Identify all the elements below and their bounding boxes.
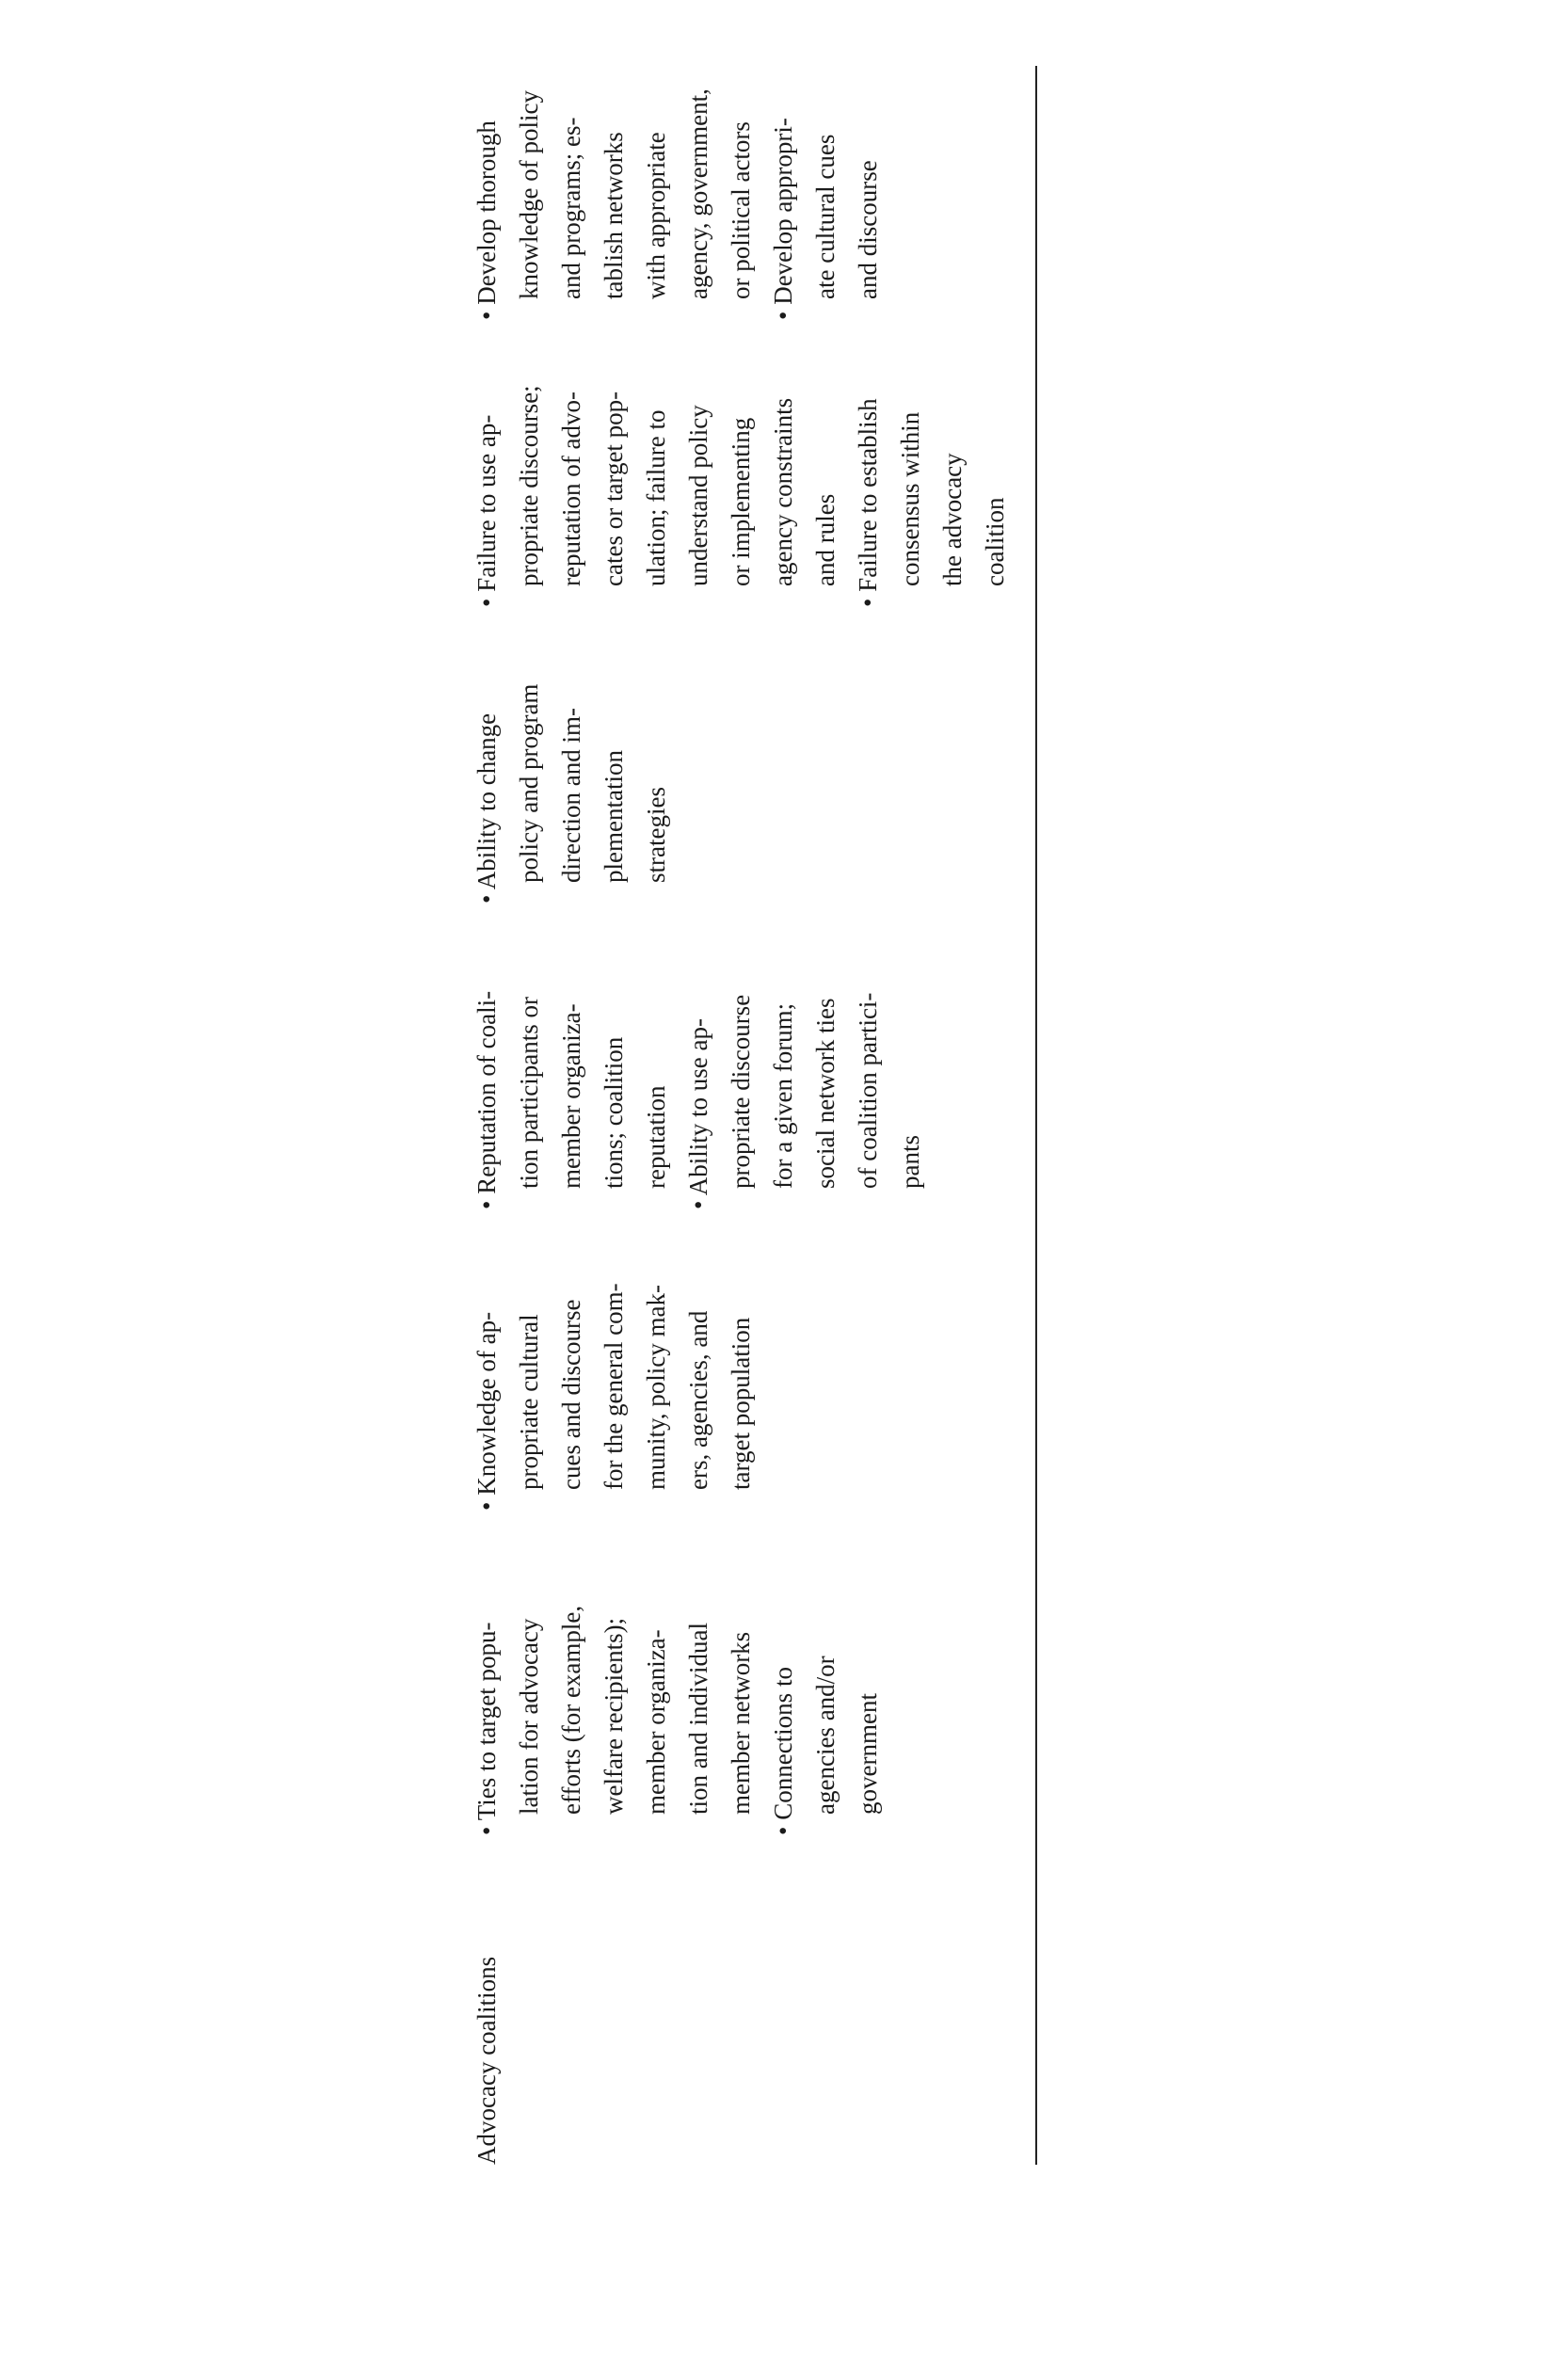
cell-line: munity, policy mak-: [642, 1285, 670, 1490]
cell-line: • Connections to: [769, 1667, 797, 1835]
cell-line: • Develop thorough: [472, 120, 501, 320]
cell-line: understand policy: [684, 405, 712, 586]
cell-line: pants: [896, 1135, 924, 1189]
cell-line: or implementing: [727, 417, 755, 586]
cell-col6: [466, 88, 889, 320]
cell-line: coalition: [981, 497, 1009, 586]
cell-line: • Develop appropri-: [769, 118, 797, 320]
cell-line: • Failure to use ap-: [472, 414, 501, 607]
cell-col2: [466, 1283, 762, 1511]
cell-line: agency constraints: [769, 397, 797, 586]
cell-line: or political actors: [727, 121, 755, 299]
cell-line: for a given forum;: [769, 1002, 797, 1189]
cell-line: with appropriate: [642, 132, 670, 299]
cell-line: consensus within: [896, 411, 924, 586]
cell-line: social network ties: [811, 998, 840, 1189]
cell-line: cates or target pop-: [600, 391, 628, 586]
category-label: Advocacy coalitions: [472, 1956, 501, 2165]
cell-line: • Ability to use ap-: [684, 1018, 712, 1209]
cell-line: and discourse: [854, 160, 882, 299]
rotated-table: [466, 66, 1049, 2165]
cell-line: member organiza-: [642, 1629, 670, 1815]
cell-line: plementation: [600, 750, 628, 883]
cell-line: tablish networks: [600, 132, 628, 299]
cell-line: and rules: [811, 493, 840, 586]
cell-line: tion and individual: [684, 1623, 712, 1815]
cell-line: tions; coalition: [600, 1036, 628, 1189]
cell-line: the advocacy: [938, 453, 967, 586]
cell-line: strategies: [642, 787, 670, 883]
cell-line: of coalition partici-: [854, 992, 882, 1189]
cell-line: reputation of advo-: [557, 392, 585, 586]
cell-line: • Failure to establish: [854, 398, 882, 607]
cell-line: • Ability to change: [472, 712, 501, 904]
cell-col4: [466, 684, 678, 904]
cell-line: efforts (for example,: [557, 1605, 585, 1815]
cell-line: target population: [727, 1317, 755, 1490]
cell-line: government: [854, 1693, 882, 1815]
cell-line: ate cultural cues: [811, 134, 840, 299]
cell-line: member networks: [727, 1631, 755, 1815]
cell-line: • Ties to target popu-: [472, 1622, 501, 1835]
cell-line: for the general com-: [600, 1283, 628, 1490]
cell-line: welfare recipients);: [600, 1617, 628, 1815]
cell-col5: [466, 385, 1016, 607]
cell-line: and programs; es-: [557, 117, 585, 299]
cell-line: cues and discourse: [557, 1299, 585, 1490]
cell-line: direction and im-: [557, 708, 585, 883]
cell-line: agency, government,: [684, 88, 712, 299]
cell-line: ulation; failure to: [642, 409, 670, 586]
cell-line: ers, agencies, and: [684, 1310, 712, 1490]
cell-line: lation for advocacy: [515, 1618, 543, 1815]
cell-category: [466, 1957, 508, 2165]
cell-line: policy and program: [515, 683, 543, 883]
cell-line: knowledge of policy: [515, 90, 543, 299]
cell-line: agencies and/or: [811, 1656, 840, 1815]
cell-col3: [466, 991, 932, 1209]
cell-col1: [466, 1606, 889, 1835]
cell-line: tion participants or: [515, 997, 543, 1189]
table-bottom-rule: [1035, 66, 1037, 2165]
cell-line: propriate cultural: [515, 1314, 543, 1490]
cell-line: • Knowledge of ap-: [472, 1311, 501, 1511]
cell-line: propriate discourse;: [515, 385, 543, 586]
cell-line: propriate discourse: [727, 994, 755, 1189]
cell-line: • Reputation of coali-: [472, 990, 501, 1209]
cell-line: reputation: [642, 1085, 670, 1189]
cell-line: member organiza-: [557, 1003, 585, 1189]
